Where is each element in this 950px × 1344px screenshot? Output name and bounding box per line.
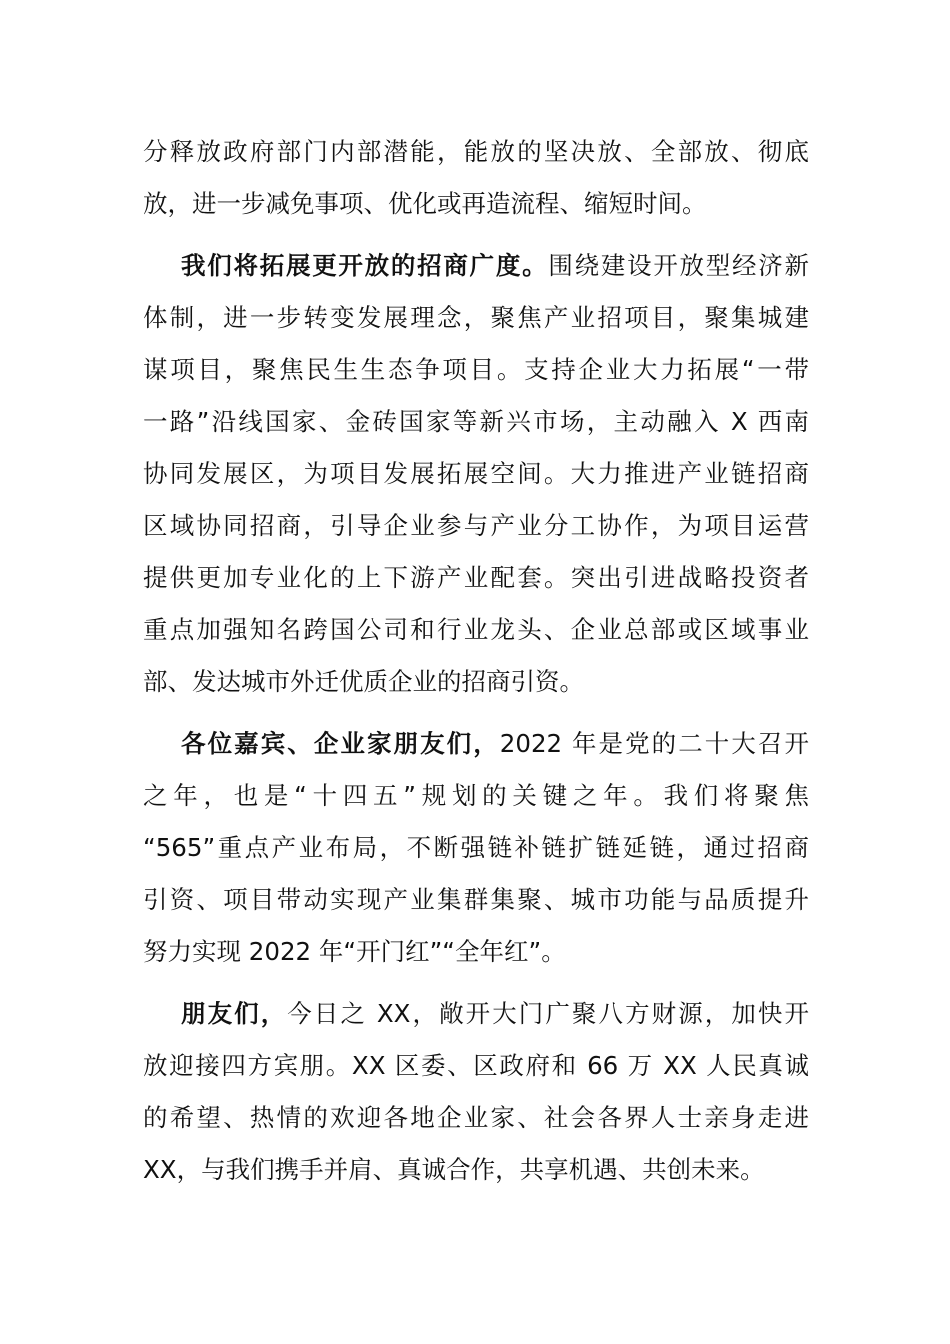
paragraph-2-line-2: 体制，进一步转变发展理念，聚焦产业招项目，聚集城建 — [143, 303, 809, 332]
paragraph-2-line-8: 重点加强知名跨国公司和行业龙头、企业总部或区域事业 — [143, 615, 809, 644]
paragraph-3-line-1-text: 2022 年是党的二十大召开 — [499, 729, 810, 758]
paragraph-4-line-3: 的希望、热情的欢迎各地企业家、社会各界人士亲身走进 — [143, 1103, 809, 1132]
paragraph-4-line-4: XX，与我们携手并肩、真诚合作，共享机遇、共创未来。 — [143, 1155, 765, 1184]
paragraph-3-line-1 — [143, 718, 809, 770]
paragraph-3 — [143, 718, 809, 978]
paragraph-4-lead: 朋友们， — [181, 999, 288, 1028]
paragraph-4-line-1-text: 今日之 XX，敞开大门广聚八方财源，加快开 — [287, 999, 810, 1028]
paragraph-2 — [143, 240, 809, 708]
paragraph-3-lead: 各位嘉宾、企业家朋友们， — [181, 729, 500, 758]
paragraph-3-line-4: 引资、项目带动实现产业集群集聚、城市功能与品质提升 — [143, 885, 809, 914]
paragraph-1-line-1: 分释放政府部门内部潜能，能放的坚决放、全部放、彻底 — [143, 137, 809, 166]
paragraph-2-line-9: 部、发达城市外迁优质企业的招商引资。 — [143, 667, 584, 696]
paragraph-2-lead: 我们将拓展更开放的招商广度。 — [181, 251, 549, 280]
paragraph-3-line-5: 努力实现 2022 年“开门红”“全年红”。 — [143, 937, 566, 966]
paragraph-3-line-2: 之年，也是“十四五”规划的关键之年。我们将聚焦 — [143, 781, 809, 810]
paragraph-1-line-2: 放，进一步减免事项、优化或再造流程、缩短时间。 — [143, 189, 707, 218]
paragraph-2-line-6: 区域协同招商，引导企业参与产业分工协作，为项目运营 — [143, 511, 809, 540]
paragraph-2-line-4: 一路”沿线国家、金砖国家等新兴市场，主动融入 X 西南 — [143, 407, 809, 436]
document-body — [143, 126, 809, 1206]
paragraph-4-line-2: 放迎接四方宾朋。XX 区委、区政府和 66 万 XX 人民真诚 — [143, 1051, 809, 1080]
paragraph-3-line-3: “565”重点产业布局，不断强链补链扩链延链，通过招商 — [143, 833, 809, 862]
paragraph-4-line-1 — [143, 988, 809, 1040]
paragraph-2-line-1 — [143, 240, 809, 292]
paragraph-2-line-3: 谋项目，聚焦民生生态争项目。支持企业大力拓展“一带 — [143, 355, 809, 384]
paragraph-4 — [143, 988, 809, 1196]
paragraph-2-line-5: 协同发展区，为项目发展拓展空间。大力推进产业链招商 — [143, 459, 809, 488]
paragraph-2-line-1-text: 围绕建设开放型经济新 — [548, 251, 810, 280]
paragraph-2-line-7: 提供更加专业化的上下游产业配套。突出引进战略投资者 — [143, 563, 809, 592]
paragraph-1 — [143, 126, 809, 230]
